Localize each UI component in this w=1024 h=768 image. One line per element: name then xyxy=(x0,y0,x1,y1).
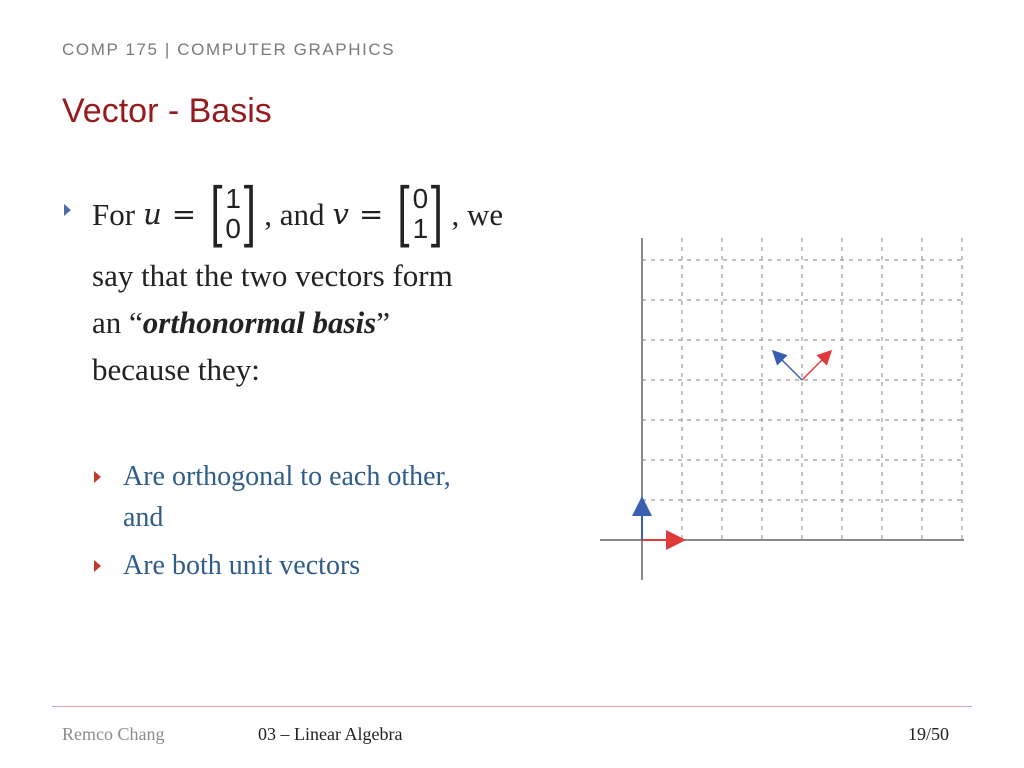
sub-bullet-2-line-1: Are both unit vectors xyxy=(123,550,361,581)
sub-bullet-orthogonal xyxy=(96,456,596,538)
sub-bullet-unit xyxy=(96,545,596,586)
rotated-blue-vector-arrow xyxy=(774,352,802,380)
vector-grid-diagram xyxy=(598,234,970,584)
u-variable: u xyxy=(143,196,162,231)
sub-bullet-1-line-2: and xyxy=(123,502,164,533)
sub-bullet-triangle-icon xyxy=(94,560,101,572)
body-line-4: because they: xyxy=(92,352,260,387)
course-header: COMP 175 | COMPUTER GRAPHICS xyxy=(62,40,396,59)
vector-definition-line xyxy=(92,173,602,255)
for-word: For xyxy=(92,196,136,232)
u-component-1: 1 xyxy=(225,183,241,214)
body-line-2: say that the two vectors form xyxy=(92,258,453,293)
v-component-2: 1 xyxy=(412,213,429,244)
footer-lecture: 03 – Linear Algebra xyxy=(258,724,403,744)
rotated-red-vector-arrow xyxy=(802,352,830,380)
sub-bullet-triangle-icon xyxy=(94,471,101,483)
bullet-triangle-icon xyxy=(64,204,71,216)
footer-author: Remco Chang xyxy=(62,724,165,744)
footer-page-number: 19/50 xyxy=(908,724,950,744)
equals-sign: = xyxy=(171,196,197,231)
grid-lines xyxy=(642,238,964,540)
sub-bullet-1-line-1: Are orthogonal to each other, xyxy=(123,461,451,492)
v-component-1: 0 xyxy=(412,183,429,214)
and-text: , and xyxy=(264,196,325,232)
footer-divider xyxy=(52,706,972,707)
orthonormal-basis-term: orthonormal basis xyxy=(142,305,377,340)
slide-title: Vector - Basis xyxy=(62,92,272,130)
body-line-3: an “orthonormal basis” xyxy=(92,305,390,340)
main-bullet xyxy=(62,173,602,393)
v-column-vector: [ 0 1 ] xyxy=(397,173,444,255)
u-component-2: 0 xyxy=(225,213,241,244)
we-text: , we xyxy=(451,196,504,232)
equals-sign-2: = xyxy=(358,196,384,231)
v-variable: v xyxy=(332,196,349,231)
u-column-vector: [ 1 0 ] xyxy=(210,173,257,255)
